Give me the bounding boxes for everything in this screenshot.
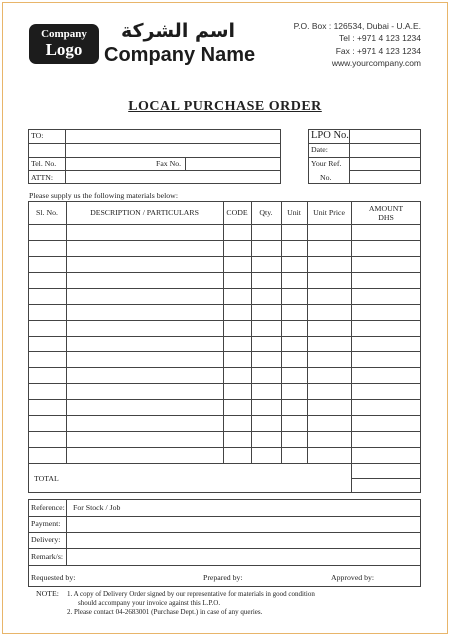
reference-value: For Stock / Job xyxy=(73,503,121,512)
note-line1: 1. A copy of Delivery Order signed by our representative for materials in good condition xyxy=(67,590,315,598)
footer-row-line xyxy=(28,548,421,549)
to-field[interactable] xyxy=(66,130,280,142)
item-row-line xyxy=(28,367,421,368)
items-table xyxy=(28,201,421,493)
supplier-row-line xyxy=(28,143,281,144)
col-header-qty: Qty. xyxy=(259,208,273,217)
lpo-row-line xyxy=(308,157,421,158)
item-row-line xyxy=(28,240,421,241)
approved-by-label: Approved by: xyxy=(331,573,375,582)
item-row-line xyxy=(28,447,421,448)
document-title: LOCAL PURCHASE ORDER xyxy=(128,99,322,114)
items-total-amount-line xyxy=(351,478,421,479)
supplier-row-line xyxy=(28,157,281,158)
note-label: NOTE: xyxy=(36,589,59,598)
footer-row-line xyxy=(28,532,421,533)
payment-label: Payment: xyxy=(31,519,61,528)
company-fax: Fax : +971 4 123 1234 xyxy=(335,45,421,56)
col-line xyxy=(351,201,352,493)
company-logo xyxy=(29,24,99,64)
col-header-unit: Unit xyxy=(287,208,301,217)
company-name-arabic: اسم الشركة xyxy=(120,20,236,42)
col-header-sl-no: Sl. No. xyxy=(36,208,58,217)
footer-row-line xyxy=(28,516,421,517)
item-row-line xyxy=(28,288,421,289)
item-row-line xyxy=(28,336,421,337)
ref-no-label: No. xyxy=(320,173,332,182)
col-header-code: CODE xyxy=(226,208,248,217)
col-header-dhs: DHS xyxy=(378,213,394,222)
tel-label: Tel. No. xyxy=(31,159,57,168)
supplier-row-line xyxy=(28,170,281,171)
footer-row-line xyxy=(28,565,421,566)
logo-line1: Company xyxy=(41,28,87,40)
item-row-line xyxy=(28,431,421,432)
items-header-line xyxy=(28,224,421,225)
remarks-label: Remark/s: xyxy=(31,552,64,561)
requested-by-label: Requested by: xyxy=(31,573,76,582)
item-row-line xyxy=(28,320,421,321)
col-header-amount: AMOUNT xyxy=(368,204,404,213)
note-line3: 2. Please contact 04-2683001 (Purchase Dept.) in case of any queries. xyxy=(67,608,263,616)
item-row-line xyxy=(28,272,421,273)
col-header-description: DESCRIPTION / PARTICULARS xyxy=(90,208,199,217)
lpo-row-line xyxy=(349,170,421,171)
item-row-line xyxy=(28,351,421,352)
company-contact xyxy=(294,20,421,69)
item-row-line xyxy=(28,383,421,384)
item-row-line xyxy=(28,256,421,257)
item-row-line xyxy=(28,415,421,416)
supply-instruction: Please supply us the following materials below: xyxy=(29,191,178,200)
logo-line2: Logo xyxy=(45,40,83,59)
col-header-unit-price: Unit Price xyxy=(313,208,345,217)
company-tel: Tel : +971 4 123 1234 xyxy=(339,33,421,44)
company-website: www.yourcompany.com xyxy=(331,57,421,68)
lpo-no-label: LPO No. xyxy=(311,130,349,141)
fax-label: Fax No. xyxy=(156,159,182,168)
company-name: Company Name xyxy=(104,44,256,66)
item-row-line xyxy=(28,304,421,305)
to-label: TO: xyxy=(31,131,44,140)
company-po-box: P.O. Box : 126534, Dubai - U.A.E. xyxy=(293,21,421,31)
your-ref-label: Your Ref. xyxy=(311,159,342,168)
items-total-line xyxy=(28,463,421,464)
item-row-line xyxy=(28,399,421,400)
attn-label: ATTN: xyxy=(31,173,54,182)
fax-divider xyxy=(185,157,186,170)
reference-label: Reference: xyxy=(31,503,65,512)
total-label: TOTAL xyxy=(34,474,59,483)
date-label: Date: xyxy=(311,145,328,154)
prepared-by-label: Prepared by: xyxy=(203,573,243,582)
lpo-row-line xyxy=(308,143,421,144)
delivery-label: Delivery: xyxy=(31,535,61,544)
note-line2: should accompany your invoice against this L.P.O. xyxy=(78,599,221,607)
